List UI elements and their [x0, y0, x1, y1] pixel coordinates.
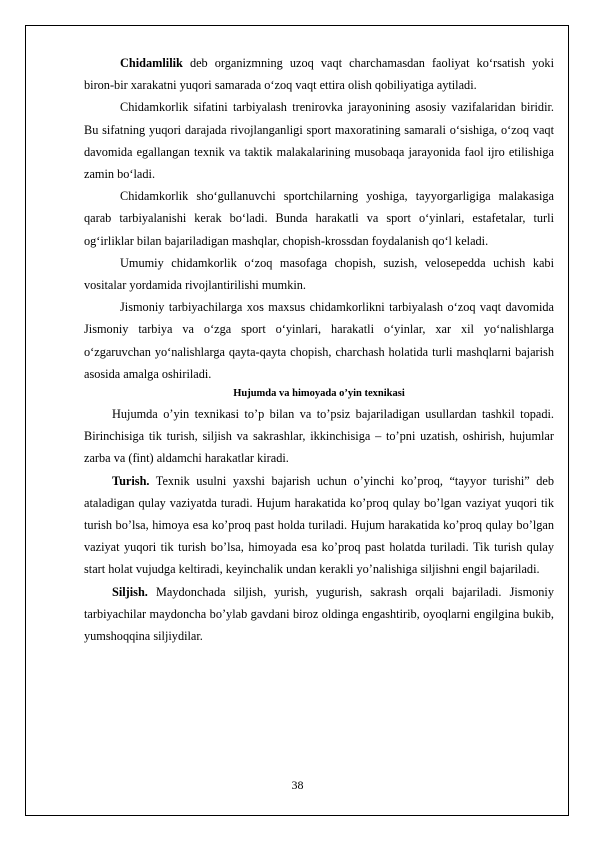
- paragraph-text: Maydonchada siljish, yurish, yugurish, sakrash orqali bajariladi. Jismoniy tarbiyachilar maydoncha bo’ylab gavdani biroz oldinga engashtirib, oyoqlarni engilgina bukib, yumshoqqina siljiydilar.: [84, 584, 554, 644]
- paragraph-maxsus: Jismoniy tarbiyachilarga xos maxsus chidamkorlikni tarbiyalash o‘zoq vaqt davomida Jismoniy tarbiya va o‘zga sport o‘yinlari, harakatli o‘yinlar, xar xil yo‘nalishlarga o‘zgaruvchan yo‘nalishlarga qayta-qayta chopish, charchash holatida turli mashqlarni bajarish asosida amalga oshiriladi.: [84, 300, 554, 381]
- page-number: 38: [291, 778, 304, 792]
- term-chidamlilik: Chidamlilik: [120, 56, 183, 70]
- paragraph-hujum: Hujumda o’yin texnikasi to’p bilan va to’psiz bajariladigan usullardan tashkil topadi. Birinchisiga tik turish, siljish va sakrashlar, ikkinchisiga – to’pni uzatish, oshirish, hujumlar zarba va (fint) aldamchi harakatlar kiradi.: [84, 407, 554, 466]
- paragraph-tarbiyalash: Chidamkorlik sho‘gullanuvchi sportchilarning yoshiga, tayyorgarligiga malakasiga qarab tarbiyalanishi kerak bo‘ladi. Bunda harakatli va sport o‘yinlari, estafetalar, turli og‘irliklar bilan bajariladigan mashqlar, chopish-krossdan foydalanish qo‘l keladi.: [84, 189, 554, 248]
- paragraph-turish: [84, 470, 554, 581]
- document-body: [84, 52, 554, 647]
- paragraph-siljish: [84, 581, 554, 648]
- paragraph-text: Texnik usulni yaxshi bajarish uchun o’yinchi ko’proq, “tayyor turishi” deb ataladigan qulay vaziyatda turadi. Hujum harakatida ko’proq qulay bo’lgan vaziyat yuqori tik turish bo’lsa, himoya esa ko’proq past holda turiladi. Hujum harakatida ko’proq qulay bo’lgan vaziyat yuqori tik turish bo’lsa, himoyada esa ko’proq past holatda turiladi. Tik turish qulay start holat vujudga keltiradi, keyinchalik undan kerakli yo’nalishiga siljishni engil bajariladi.: [84, 473, 554, 577]
- term-turish: Turish.: [112, 473, 150, 488]
- paragraph-umumiy: Umumiy chidamkorlik o‘zoq masofaga chopish, suzish, velosepedda uchish kabi vositalar yordamida rivojlantirilishi mumkin.: [84, 255, 554, 293]
- paragraph-chidamlilik: [84, 52, 554, 96]
- section-title: Hujumda va himoyada o’yin texnikasi: [233, 388, 405, 400]
- term-siljish: Siljish.: [112, 584, 148, 599]
- paragraph-text: deb organizmning uzoq vaqt charchamasdan faoliyat ko‘rsatish yoki biron-bir xarakatni yuqori samarada o‘zoq vaqt ettira olish qobiliyatiga aytiladi.: [84, 56, 554, 93]
- paragraph-sifat: Chidamkorlik sifatini tarbiyalash trenirovka jarayonining asosiy vazifalaridan biridir. Bu sifatning yuqori darajada rivojlanganligi sport maxoratining samarali o‘sishiga, o‘zoq vaqt davomida egallangan texnik va taktik malakalarining musobaqa jarayonida faol ijro etilishiga zamin bo‘ladi.: [84, 100, 554, 182]
